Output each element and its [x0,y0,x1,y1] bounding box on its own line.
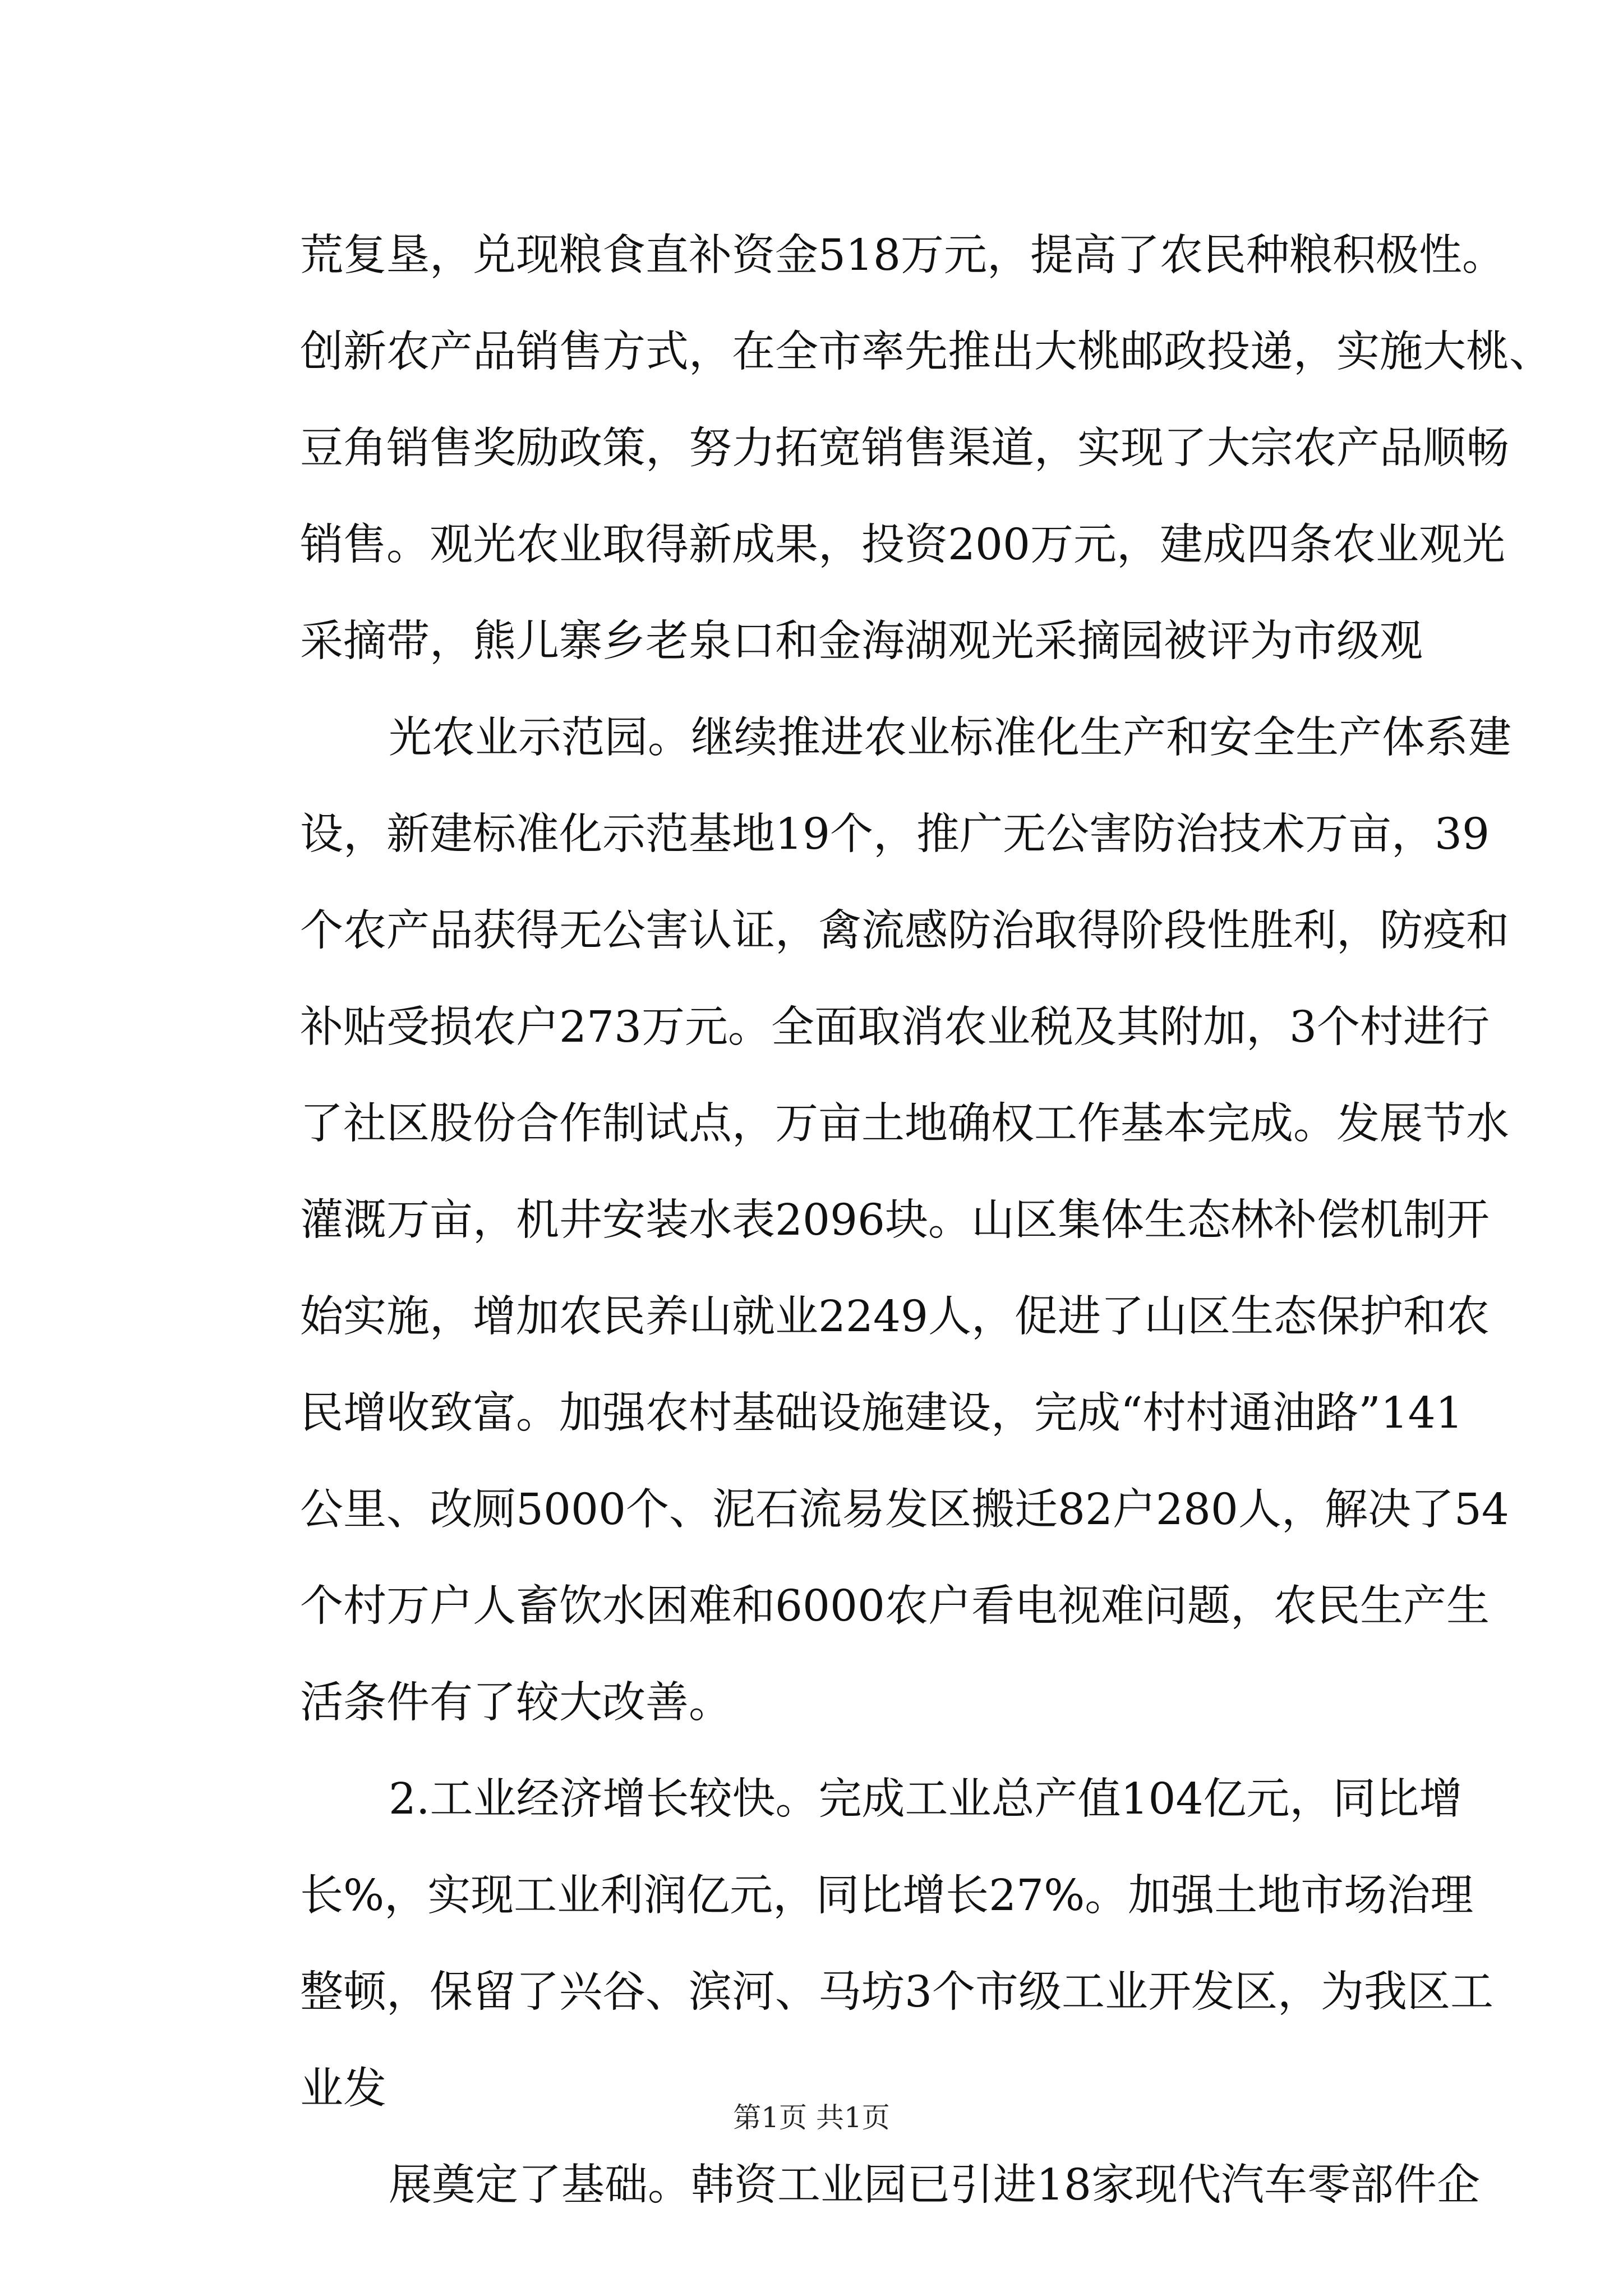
text-line: 个村万户人畜饮水困难和6000农户看电视难问题，农民生产生 [300,1581,1490,1631]
text-line: 始实施，增加农民养山就业2249人，促进了山区生态保护和农 [300,1292,1490,1342]
text-line: 设，新建标准化示范基地19个，推广无公害防治技术万亩，39 [300,809,1490,859]
body-text [300,208,1552,2234]
text-line: 补贴受损农户273万元。全面取消农业税及其附加，3个村进行 [300,1002,1490,1052]
text-line: 长%，实现工业利润亿元，同比增长27%。加强土地市场治理 [300,1871,1474,1921]
page-number: 第1页 共1页 [733,2101,890,2134]
text-line: 公里、改厕5000个、泥石流易发区搬迁82户280人，解决了54 [300,1485,1509,1535]
text-line: 了社区股份合作制试点，万亩土地确权工作基本完成。发展节水 [300,1099,1509,1149]
text-line: 整顿，保留了兴谷、滨河、马坊3个市级工业开发区，为我区工 [300,1967,1493,2017]
text-line: 豆角销售奖励政策，努力拓宽销售渠道，实现了大宗农产品顺畅 [300,424,1509,473]
text-line: 民增收致富。加强农村基础设施建设，完成“村村通油路”141 [300,1388,1463,1438]
text-line: 荒复垦，兑现粮食直补资金518万元，提高了农民种粮积极性。 [300,231,1505,280]
text-line: 采摘带，熊儿寨乡老泉口和金海湖观光采摘园被评为市级观 [300,616,1423,666]
text-line: 个农产品获得无公害认证，禽流感防治取得阶段性胜利，防疫和 [300,906,1509,956]
text-line: 2.工业经济增长较快。完成工业总产值104亿元，同比增 [389,1774,1463,1824]
text-line: 灌溉万亩，机井安装水表2096块。山区集体生态林补偿机制开 [300,1195,1490,1245]
text-line: 光农业示范园。继续推进农业标准化生产和安全生产体系建 [389,713,1511,763]
text-line: 创新农产品销售方式，在全市率先推出大桃邮政投递，实施大桃、 [300,327,1552,377]
page-footer [0,2098,1623,2137]
text-line: 业发 [300,2064,386,2114]
text-line: 展奠定了基础。韩资工业园已引进18家现代汽车零部件企 [389,2160,1480,2210]
text-line: 活条件有了较大改善。 [300,1678,732,1728]
text-line: 销售。观光农业取得新成果，投资200万元，建成四条农业观光 [300,520,1505,570]
